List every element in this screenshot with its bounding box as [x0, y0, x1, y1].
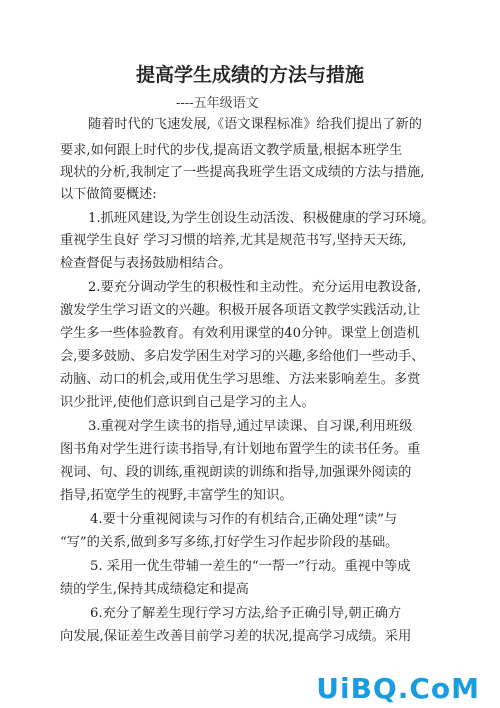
document-title: 提高学生成绩的方法与措施	[135, 64, 364, 86]
body-line: 识少批评,使他们意识到自己是学习的主人。	[60, 395, 315, 410]
body-line: 绩的学生,保持其成绩稳定和提高	[60, 582, 249, 597]
body-line: 1.抓班风建设,为学生创设生动活泼、积极健康的学习环境。	[88, 211, 435, 226]
body-line: 指导,拓宽学生的视野,丰富学生的知识。	[60, 488, 293, 503]
body-line: 2.要充分调动学生的积极性和主动性。充分运用电教设备,	[88, 280, 422, 295]
body-line: 要求,如何跟上时代的步伐,提高语文教学质量,根据本班学生	[60, 143, 403, 158]
body-line: 检查督促与表扬鼓励相结合。	[60, 256, 232, 271]
body-line: 现状的分析,我制定了一些提高我班学生语文成绩的方法与措施,	[60, 165, 425, 180]
body-line: 3.重视对学生读书的指导,通过早读课、自习课,利用班级	[88, 419, 413, 434]
body-line: 图书角对学生进行读书指导,有计划地布置学生的读书任务。重	[60, 442, 421, 457]
body-line: “写”的关系,做到多写多练,打好学生习作起步阶段的基础。	[60, 535, 399, 550]
body-line: 6.充分了解差生现行学习方法,给予正确引导,朝正确方	[90, 606, 402, 621]
body-line: 视词、句、段的训练,重视朗读的训练和指导,加强课外阅读的	[60, 465, 412, 480]
body-line: 向发展,保证差生改善目前学习差的状况,提高学习成绩。采用	[60, 629, 412, 644]
body-line: 激发学生学习语文的兴趣。积极开展各项语文教学实践活动,让	[60, 303, 421, 318]
body-line: 重视学生良好 学习习惯的培养,尤其是规范书写,坚持天天练,	[60, 233, 407, 248]
body-line: 5. 采用一优生带辅一差生的“一帮一”行动。重视中等成	[90, 559, 411, 574]
body-line: 4.要十分重视阅读与习作的有机结合,正确处理“读”与	[90, 512, 398, 527]
document-subtitle: ----五年级语文	[176, 96, 259, 111]
body-line: 学生多一些体验教育。有效利用课堂的40分钟。课堂上创造机	[60, 326, 420, 341]
body-line: 会,要多鼓励、多启发学困生对学习的兴趣,多给他们一些动手、	[60, 349, 425, 364]
body-line: 动脑、动口的机会,或用优生学习思维、方法来影响差生。多赏	[60, 372, 421, 387]
body-line: 随着时代的飞速发展,《语文课程标准》给我们提出了新的	[88, 117, 422, 132]
body-line: 以下做简要概述:	[60, 187, 157, 202]
watermark-logo: UiBQ.CoM	[316, 672, 480, 705]
